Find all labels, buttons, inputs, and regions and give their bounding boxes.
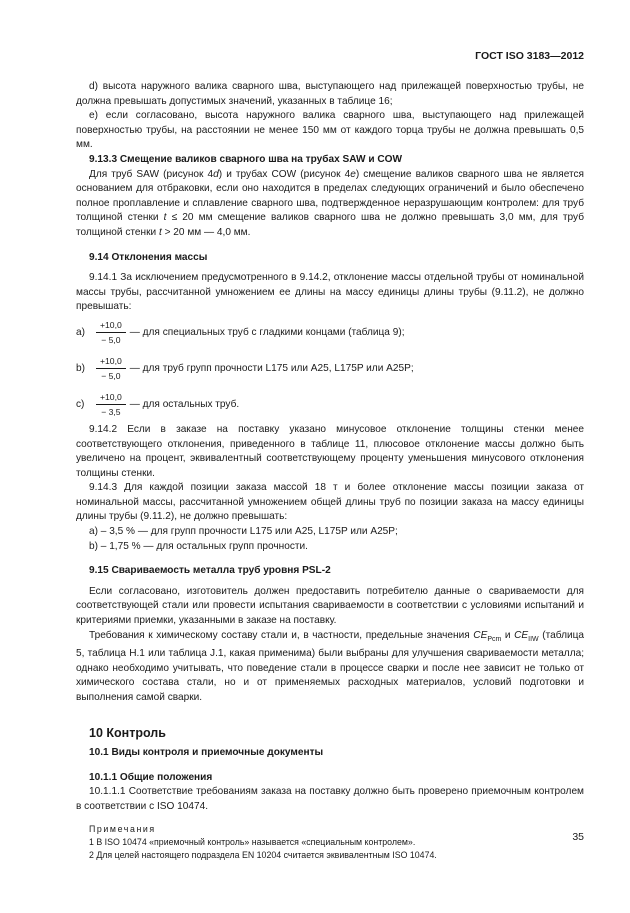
paragraph-9-15-2: Требования к химическому составу стали и, в частности, предельные значения $CE_{Pcm}$ и $CE_{IIW}$ (таблица 5, таблица H.1 или таблица J.1, какая применима) были выбраны для улучшения свариваемости металла; однако необходимо учитывать, что поведение стали в процессе сварки и после нее зависит не только от химического состава стали, но и от применяемых расходных материалов, условий подготовки и выполнения самой сварки. — [76, 629, 584, 704]
heading-9-14: 9.14 Отклонения массы — [89, 251, 208, 263]
paragraph-9-14-1: 9.14.1 За исключением предусмотренного в 9.14.2, отклонение массы отдельной трубы от номинальной массы трубы, рассчитанной умножением ее длины на массу единицы длины трубы (9.11.2), не должно превышать: — [76, 272, 584, 313]
paragraph-10-1-1-1: 10.1.1.1 Соответствие требованиям заказа на поставку должно быть проверено приемочным контролем в соответствии с ISO 10474. — [76, 786, 584, 812]
notes-title: Примечания — [89, 823, 156, 834]
item-d: d) высота наружного валика сварного шва, выступающего над прилежащей поверхностью трубы, не должна превышать допустимых значений, указанных в таблице 16; — [76, 81, 584, 107]
item-e: е) если согласовано, высота наружного валика сварного шва, выступающего над прилежащей поверхностью трубы, на расстоянии не менее 150 мм от каждого торца трубы не должна превышать 0,5 мм. — [76, 110, 584, 151]
heading-10-1-1: 10.1.1 Общие положения — [89, 771, 213, 783]
paragraph-9-13-3: Для труб SAW (рисунок 4d) и трубах COW (рисунок 4е) смещение валиков сварного шва не является основанием для отбраковки, если оно находится в пределах следующих ограничений и было обеспечено полное проплавление и сплавление сварного шва, подтвержденное неразрушающим контролем: для труб толщиной стенки t ≤ 20 мм смещение валиков сварного шва не должно превышать 3,0 мм, для труб толщиной стенки t > 20 мм — 4,0 мм. — [76, 168, 585, 238]
paragraph-9-15-1: Если согласовано, изготовитель должен предоставить потребителю данные о свариваемости для соответствующей стали или провести испытания свариваемости в соответствии с условиями испытаний и критериями приемки, указанными в заказе на поставку. — [76, 585, 584, 627]
tolerance-fraction: $\frac{+10,0}{- 5,0}$ — [96, 356, 126, 381]
heading-9-13-3: 9.13.3 Смещение валиков сварного шва на трубах SAW и COW — [89, 153, 402, 165]
page-content — [76, 80, 584, 862]
formula-a: а) $\frac{+10,0}{- 5,0}$ — для специальных труб с гладкими концами (таблица 9); — [76, 320, 405, 346]
page-number: 35 — [572, 831, 584, 843]
item-9-14-3-b: b) – 1,75 % — для остальных групп прочности. — [89, 540, 308, 552]
formula-c: c) $\frac{+10,0}{- 3,5}$ — для остальных труб. — [76, 392, 240, 418]
paragraph-9-14-3: 9.14.3 Для каждой позиции заказа массой 18 т и более отклонение массы позиции заказа от номинальной массы, рассчитанной умножением общей длины труб по позиции заказа на массу единицы длины трубы (9.11.2), не должно превышать: — [76, 482, 584, 523]
item-9-14-3-a: а) – 3,5 % — для групп прочности L175 или A25, L175P или A25P; — [89, 526, 398, 538]
document-header: ГОСТ ISO 3183—2012 — [475, 50, 584, 62]
formula-b: b) $\frac{+10,0}{- 5,0}$ — для труб групп прочности L175 или A25, L175P или A25P; — [76, 356, 414, 382]
note-2: 2 Для целей настоящего подраздела EN 10204 считается эквивалентным ISO 10474. — [89, 849, 437, 860]
note-1: 1 В ISO 10474 «приемочный контроль» называется «специальным контролем». — [89, 836, 416, 847]
notes-block — [76, 823, 584, 862]
tolerance-fraction: $\frac{+10,0}{- 5,0}$ — [96, 320, 126, 345]
heading-9-15: 9.15 Свариваемость металла труб уровня PSL-2 — [89, 565, 331, 577]
heading-10-1: 10.1 Виды контроля и приемочные документы — [89, 747, 324, 759]
heading-section-10: 10 Контроль — [89, 725, 166, 740]
paragraph-9-14-2: 9.14.2 Если в заказе на поставку указано минусовое отклонение толщины стенки менее соответствующего отклонения, приведенного в таблице 11, плюсовое отклонение массы должно быть увеличено на процент, эквивалентный соответствующему проценту уменьшения минусового отклонения толщины стенки. — [76, 423, 584, 479]
tolerance-fraction: $\frac{+10,0}{- 3,5}$ — [96, 392, 126, 417]
